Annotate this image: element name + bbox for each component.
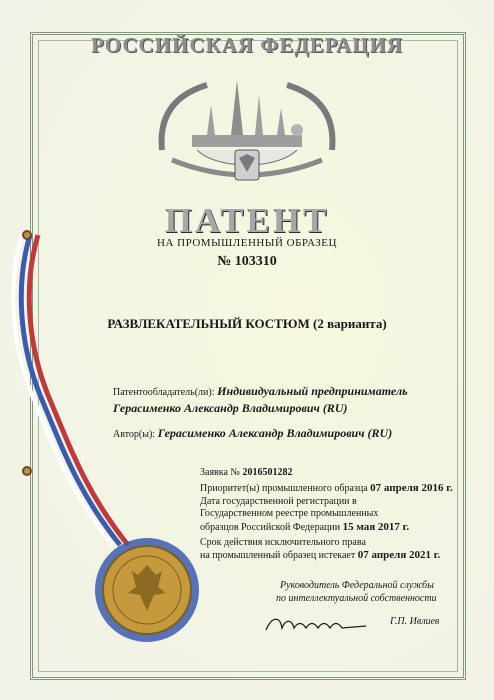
application-line	[200, 467, 292, 478]
coat-of-arms-icon	[235, 150, 259, 180]
expiry-line1: Срок действия исключительного права	[200, 537, 366, 548]
registration-line3	[200, 521, 409, 533]
handwritten-signature	[262, 612, 372, 638]
holder-label: Патентообладатель(ли):	[113, 387, 215, 398]
binding-hole-bottom	[22, 466, 32, 476]
expiry-line2	[200, 549, 440, 561]
country-title: РОССИЙСКАЯ ФЕДЕРАЦИЯ	[91, 33, 403, 57]
signatory-role-1: Руководитель Федеральной службы	[280, 580, 434, 591]
priority-line	[200, 482, 453, 494]
patent-word: ПАТЕНТ	[164, 201, 330, 240]
expiry-date: 07 апреля 2021 г.	[357, 549, 441, 561]
patent-subtitle: НА ПРОМЫШЛЕННЫЙ ОБРАЗЕЦ	[157, 237, 337, 249]
priority-label: Приоритет(ы) промышленного образца	[200, 483, 368, 494]
expiry-label: на промышленный образец истекает	[200, 550, 356, 561]
registration-line1: Дата государственной регистрации в	[200, 496, 357, 507]
author-value: Герасименко Александр Владимирович (RU)	[157, 426, 393, 440]
holder-value-2: Герасименко Александр Владимирович (RU)	[113, 401, 348, 415]
kremlin-emblem	[147, 60, 347, 200]
author-label: Автор(ы):	[113, 429, 156, 440]
holder-line1	[113, 384, 408, 399]
registration-line2: Государственном реестре промышленных	[200, 508, 379, 519]
application-number: 2016501282	[242, 467, 293, 478]
registration-date: 15 мая 2017 г.	[342, 521, 410, 533]
holder-line2	[113, 401, 347, 416]
registration-label: образцов Российской Федерации	[200, 522, 341, 533]
holder-value-1: Индивидуальный предприниматель	[217, 384, 408, 398]
application-label: Заявка №	[200, 467, 240, 478]
priority-date: 07 апреля 2016 г.	[370, 482, 453, 494]
signatory-name: Г.П. Ивлиев	[390, 616, 440, 627]
official-seal	[92, 535, 202, 645]
author-line	[113, 426, 392, 441]
ribbon-graphic	[10, 225, 150, 575]
patent-number: № 103310	[217, 254, 277, 269]
signatory-role-2: по интеллектуальной собственности	[276, 593, 437, 604]
design-title: РАЗВЛЕКАТЕЛЬНЫЙ КОСТЮМ (2 варианта)	[107, 316, 387, 331]
